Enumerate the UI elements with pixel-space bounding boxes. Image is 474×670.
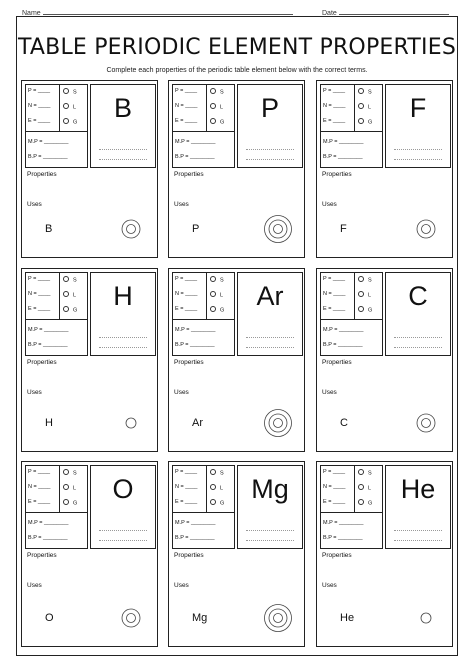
writing-line[interactable] [394, 347, 442, 348]
state-option-gas[interactable] [63, 499, 77, 507]
electrons-field[interactable]: E = ____ [323, 306, 346, 312]
radio-circle-icon[interactable] [210, 306, 216, 312]
particle-counts [26, 273, 60, 320]
element-symbol-box [237, 272, 303, 356]
name-label: Name [22, 10, 41, 17]
radio-circle-icon[interactable] [358, 291, 364, 297]
element-symbol-box [237, 84, 303, 168]
electron-shell [274, 225, 283, 234]
state-option-gas[interactable] [358, 306, 372, 314]
particle-counts [26, 85, 60, 132]
state-label: G [368, 307, 373, 314]
electrons-field[interactable]: E = ____ [323, 118, 346, 124]
electron-shell [265, 216, 292, 243]
electron-shell [122, 220, 140, 238]
state-option-liquid[interactable] [358, 291, 371, 299]
radio-circle-icon[interactable] [63, 306, 69, 312]
state-option-liquid[interactable] [63, 103, 76, 111]
state-option-liquid[interactable] [210, 484, 223, 492]
element-symbol-box [385, 465, 451, 549]
radio-circle-icon[interactable] [358, 118, 364, 124]
state-option-liquid[interactable] [63, 291, 76, 299]
element-symbol: F [409, 93, 427, 123]
date-field[interactable] [322, 8, 449, 17]
writing-line[interactable] [394, 337, 442, 338]
element-symbol-box [90, 272, 156, 356]
writing-line[interactable] [246, 159, 294, 160]
state-option-gas[interactable] [63, 118, 77, 126]
protons-field[interactable]: P = ____ [323, 88, 346, 94]
writing-line[interactable] [99, 159, 147, 160]
electrons-field[interactable]: E = ____ [28, 118, 51, 124]
radio-circle-icon[interactable] [63, 291, 69, 297]
state-label: L [220, 292, 224, 299]
particle-info-box [320, 84, 383, 168]
uses-label: Uses [322, 582, 337, 589]
state-label: L [368, 292, 372, 299]
particle-info-box [172, 465, 235, 549]
writing-line[interactable] [246, 530, 294, 531]
protons-field[interactable]: P = ____ [323, 276, 346, 282]
atom-shell-diagram [116, 214, 146, 244]
writing-line[interactable] [246, 540, 294, 541]
uses-label: Uses [27, 389, 42, 396]
radio-circle-icon[interactable] [210, 118, 216, 124]
state-label: G [73, 307, 78, 314]
protons-field[interactable]: P = ____ [28, 469, 51, 475]
state-option-solid[interactable] [358, 88, 372, 96]
neutrons-field[interactable]: N = ____ [175, 291, 198, 297]
state-option-solid[interactable] [210, 469, 224, 477]
element-symbol-box [385, 84, 451, 168]
radio-circle-icon[interactable] [210, 499, 216, 505]
element-symbol: O [112, 474, 134, 504]
element-card [21, 461, 158, 647]
boiling-point-field[interactable]: B.P = ________ [323, 154, 363, 160]
electrons-field[interactable]: E = ____ [175, 499, 198, 505]
electron-shell [122, 609, 140, 627]
particle-counts [173, 85, 207, 132]
element-symbol: B [113, 93, 132, 123]
radio-circle-icon[interactable] [210, 291, 216, 297]
protons-field[interactable]: P = ____ [28, 88, 51, 94]
name-line [43, 8, 293, 15]
state-choices [207, 85, 234, 132]
radio-circle-icon[interactable] [358, 103, 364, 109]
radio-circle-icon[interactable] [63, 103, 69, 109]
element-name: Ar [192, 417, 203, 429]
writing-line[interactable] [246, 149, 294, 150]
particle-counts [173, 466, 207, 513]
state-label: L [73, 104, 77, 111]
state-label: S [220, 89, 224, 96]
state-label: L [368, 104, 372, 111]
properties-label: Properties [174, 359, 204, 366]
particle-info-box [25, 272, 88, 356]
electron-shell [265, 410, 292, 437]
state-choices [60, 85, 87, 132]
radio-circle-icon[interactable] [210, 469, 216, 475]
atom-shell-diagram [411, 408, 441, 438]
uses-label: Uses [322, 389, 337, 396]
atom-shell-diagram [116, 603, 146, 633]
electron-shell [421, 613, 431, 623]
state-option-solid[interactable] [210, 276, 224, 284]
element-symbol-box [385, 272, 451, 356]
radio-circle-icon[interactable] [63, 88, 69, 94]
electron-shell [269, 220, 287, 238]
date-line [339, 8, 449, 15]
uses-label: Uses [174, 582, 189, 589]
electron-shell [127, 614, 136, 623]
protons-field[interactable]: P = ____ [323, 469, 346, 475]
radio-circle-icon[interactable] [358, 484, 364, 490]
element-symbol: Ar [256, 281, 284, 311]
state-choices [355, 273, 382, 320]
electron-shell [265, 605, 292, 632]
properties-label: Properties [322, 359, 352, 366]
element-symbol: C [408, 281, 428, 311]
particle-info-box [172, 272, 235, 356]
state-label: G [368, 119, 373, 126]
element-symbol-box [237, 465, 303, 549]
radio-circle-icon[interactable] [63, 484, 69, 490]
neutrons-field[interactable]: N = ____ [28, 103, 51, 109]
neutrons-field[interactable]: N = ____ [175, 103, 198, 109]
element-symbol: H [113, 281, 133, 311]
state-option-solid[interactable] [63, 88, 77, 96]
electron-shell [274, 419, 283, 428]
element-card [21, 268, 158, 452]
particle-counts [173, 273, 207, 320]
writing-line[interactable] [246, 347, 294, 348]
writing-line[interactable] [394, 149, 442, 150]
writing-line[interactable] [99, 540, 147, 541]
protons-field[interactable]: P = ____ [28, 276, 51, 282]
state-label: S [73, 277, 77, 284]
neutrons-field[interactable]: N = ____ [323, 484, 346, 490]
particle-info-box [25, 465, 88, 549]
properties-label: Properties [27, 171, 57, 178]
element-name: Mg [192, 612, 208, 624]
writing-line[interactable] [99, 530, 147, 531]
element-name: F [340, 223, 347, 235]
atom-shell-diagram [263, 214, 293, 244]
state-option-gas[interactable] [210, 306, 224, 314]
element-card [316, 268, 453, 452]
electron-shell [417, 414, 435, 432]
page-title: TABLE PERIODIC ELEMENT PROPERTIES [17, 35, 456, 60]
element-name: C [340, 417, 348, 429]
neutrons-field[interactable]: N = ____ [28, 484, 51, 490]
radio-circle-icon[interactable] [210, 88, 216, 94]
state-option-gas[interactable] [358, 499, 372, 507]
atom-shell-diagram [116, 408, 146, 438]
radio-circle-icon[interactable] [210, 103, 216, 109]
protons-field[interactable]: P = ____ [175, 88, 198, 94]
radio-circle-icon[interactable] [63, 469, 69, 475]
state-label: L [73, 485, 77, 492]
state-label: G [73, 500, 78, 507]
properties-label: Properties [27, 359, 57, 366]
state-option-gas[interactable] [210, 118, 224, 126]
element-name: P [192, 223, 200, 235]
electron-shell [127, 225, 136, 234]
radio-circle-icon[interactable] [358, 88, 364, 94]
radio-circle-icon[interactable] [63, 276, 69, 282]
writing-line[interactable] [394, 540, 442, 541]
state-label: G [73, 119, 78, 126]
melting-point-field[interactable]: M.P = ________ [175, 520, 216, 526]
state-choices [207, 273, 234, 320]
radio-circle-icon[interactable] [358, 469, 364, 475]
melting-point-field[interactable]: M.P = ________ [323, 520, 364, 526]
radio-circle-icon[interactable] [358, 276, 364, 282]
state-option-gas[interactable] [63, 306, 77, 314]
uses-label: Uses [27, 201, 42, 208]
state-label: S [73, 89, 77, 96]
atom-shell-diagram [411, 214, 441, 244]
electron-shell [274, 614, 283, 623]
protons-field[interactable]: P = ____ [175, 276, 198, 282]
uses-label: Uses [27, 582, 42, 589]
properties-label: Properties [174, 171, 204, 178]
date-label: Date [322, 10, 337, 17]
properties-label: Properties [174, 552, 204, 559]
state-label: G [368, 500, 373, 507]
particle-counts [26, 466, 60, 513]
radio-circle-icon[interactable] [63, 499, 69, 505]
writing-line[interactable] [99, 149, 147, 150]
state-option-gas[interactable] [210, 499, 224, 507]
neutrons-field[interactable]: N = ____ [323, 103, 346, 109]
boiling-point-field[interactable]: B.P = ________ [28, 535, 68, 541]
particle-counts [321, 273, 355, 320]
state-choices [60, 466, 87, 513]
radio-circle-icon[interactable] [63, 118, 69, 124]
state-label: S [368, 277, 372, 284]
melting-point-field[interactable]: M.P = ________ [175, 139, 216, 145]
state-choices [355, 85, 382, 132]
element-name: B [45, 223, 53, 235]
boiling-point-field[interactable]: B.P = ________ [175, 342, 215, 348]
state-option-liquid[interactable] [63, 484, 76, 492]
uses-label: Uses [322, 201, 337, 208]
state-label: S [220, 470, 224, 477]
state-label: S [368, 89, 372, 96]
state-option-solid[interactable] [210, 88, 224, 96]
state-label: G [220, 500, 225, 507]
element-card [316, 80, 453, 258]
atom-shell-diagram [411, 603, 441, 633]
electron-shell [417, 220, 435, 238]
electrons-field[interactable]: E = ____ [175, 118, 198, 124]
boiling-point-field[interactable]: B.P = ________ [28, 154, 68, 160]
particle-info-box [25, 84, 88, 168]
electron-shell [269, 609, 287, 627]
state-option-solid[interactable] [358, 276, 372, 284]
particle-info-box [172, 84, 235, 168]
state-option-solid[interactable] [358, 469, 372, 477]
melting-point-field[interactable]: M.P = ________ [323, 327, 364, 333]
element-name: H [45, 417, 53, 429]
writing-line[interactable] [394, 530, 442, 531]
state-label: L [220, 485, 224, 492]
electron-shell [422, 419, 431, 428]
protons-field[interactable]: P = ____ [175, 469, 198, 475]
electron-shell [126, 418, 136, 428]
electron-shell [422, 225, 431, 234]
electrons-field[interactable]: E = ____ [175, 306, 198, 312]
neutrons-field[interactable]: N = ____ [175, 484, 198, 490]
state-option-solid[interactable] [63, 276, 77, 284]
neutrons-field[interactable]: N = ____ [28, 291, 51, 297]
boiling-point-field[interactable]: B.P = ________ [323, 342, 363, 348]
state-option-solid[interactable] [63, 469, 77, 477]
instructions: Complete each properties of the periodic table element below with the correct terms. [106, 67, 368, 74]
state-choices [207, 466, 234, 513]
melting-point-field[interactable]: M.P = ________ [175, 327, 216, 333]
writing-line[interactable] [99, 337, 147, 338]
state-label: L [368, 485, 372, 492]
particle-counts [321, 466, 355, 513]
element-card [168, 461, 305, 647]
boiling-point-field[interactable]: B.P = ________ [175, 154, 215, 160]
element-symbol: Mg [251, 474, 289, 504]
element-card [316, 461, 453, 647]
name-field[interactable] [22, 8, 293, 17]
state-label: G [220, 119, 225, 126]
state-option-gas[interactable] [358, 118, 372, 126]
radio-circle-icon[interactable] [358, 499, 364, 505]
boiling-point-field[interactable]: B.P = ________ [28, 342, 68, 348]
atom-shell-diagram [263, 603, 293, 633]
element-name: He [340, 612, 355, 624]
writing-line[interactable] [99, 347, 147, 348]
melting-point-field[interactable]: M.P = ________ [28, 520, 69, 526]
element-card [21, 80, 158, 258]
state-label: G [220, 307, 225, 314]
electrons-field[interactable]: E = ____ [323, 499, 346, 505]
melting-point-field[interactable]: M.P = ________ [28, 327, 69, 333]
boiling-point-field[interactable]: B.P = ________ [323, 535, 363, 541]
electrons-field[interactable]: E = ____ [28, 306, 51, 312]
properties-label: Properties [322, 171, 352, 178]
element-name: O [45, 612, 54, 624]
state-label: S [220, 277, 224, 284]
state-choices [355, 466, 382, 513]
uses-label: Uses [174, 201, 189, 208]
radio-circle-icon[interactable] [210, 484, 216, 490]
particle-counts [321, 85, 355, 132]
state-option-liquid[interactable] [210, 103, 223, 111]
state-option-liquid[interactable] [358, 484, 371, 492]
element-symbol-box [90, 465, 156, 549]
state-label: S [73, 470, 77, 477]
electron-shell [269, 414, 287, 432]
state-option-liquid[interactable] [358, 103, 371, 111]
atom-shell-diagram [263, 408, 293, 438]
state-label: L [73, 292, 77, 299]
element-symbol: He [400, 474, 436, 504]
properties-label: Properties [322, 552, 352, 559]
state-label: L [220, 104, 224, 111]
writing-line[interactable] [246, 337, 294, 338]
radio-circle-icon[interactable] [210, 276, 216, 282]
particle-info-box [320, 465, 383, 549]
state-choices [60, 273, 87, 320]
state-label: S [368, 470, 372, 477]
melting-point-field[interactable]: M.P = ________ [323, 139, 364, 145]
boiling-point-field[interactable]: B.P = ________ [175, 535, 215, 541]
properties-label: Properties [27, 552, 57, 559]
element-card [168, 268, 305, 452]
element-symbol-box [90, 84, 156, 168]
element-symbol: P [260, 93, 279, 123]
neutrons-field[interactable]: N = ____ [323, 291, 346, 297]
element-card [168, 80, 305, 258]
uses-label: Uses [174, 389, 189, 396]
writing-line[interactable] [394, 159, 442, 160]
state-option-liquid[interactable] [210, 291, 223, 299]
particle-info-box [320, 272, 383, 356]
radio-circle-icon[interactable] [358, 306, 364, 312]
melting-point-field[interactable]: M.P = ________ [28, 139, 69, 145]
electrons-field[interactable]: E = ____ [28, 499, 51, 505]
